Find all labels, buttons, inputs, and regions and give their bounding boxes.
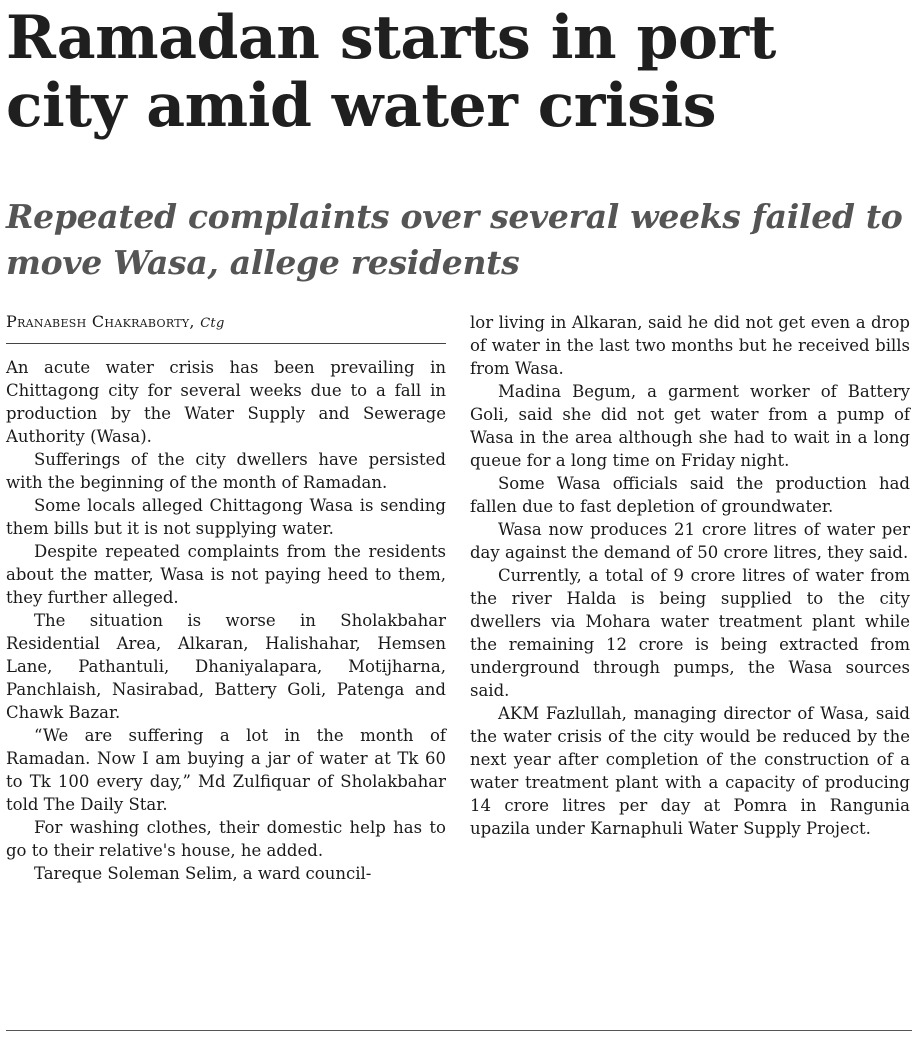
byline-author: Pranabesh Chakraborty, — [6, 312, 195, 331]
byline-dateline: Ctg — [200, 316, 225, 331]
paragraph: An acute water crisis has been prevailing in Chittagong city for several weeks due to a fall in production by the Water Supply and Sewerage Authority (Wasa). — [6, 358, 446, 446]
paragraph: Madina Begum, a garment worker of Battery Goli, said she did not get water from a pump of Wasa in the area although she had to wait in a long queue for a long time on Friday night. — [470, 382, 910, 470]
paragraph: Some locals alleged Chittagong Wasa is sending them bills but it is not supplying water. — [6, 496, 446, 538]
paragraph: Wasa now produces 21 crore litres of water per day against the demand of 50 crore litres, they said. — [470, 520, 910, 562]
paragraph: AKM Fazlullah, managing director of Wasa, said the water crisis of the city would be reduced by the next year after completion of the construction of a water treatment plant with a capacity of producing 14 crore litres per day at Pomra in Rangunia upazila under Karnaphuli Water Supply Project. — [470, 704, 910, 838]
paragraph: Sufferings of the city dwellers have persisted with the beginning of the month of Ramadan. — [6, 450, 446, 492]
bottom-rule — [6, 1030, 912, 1031]
paragraph: Currently, a total of 9 crore litres of water from the river Halda is being supplied to the city dwellers via Mohara water treatment plant while the remaining 12 crore is being extracted from underground through pumps, the Wasa sources said. — [470, 566, 910, 700]
paragraph: Despite repeated complaints from the residents about the matter, Wasa is not paying heed to them, they further alleged. — [6, 542, 446, 607]
article-column-right — [470, 311, 910, 840]
paragraph: For washing clothes, their domestic help has to go to their relative's house, he added. — [6, 818, 446, 860]
byline — [6, 311, 446, 344]
subheadline: Repeated complaints over several weeks failed to move Wasa, allege residents — [6, 197, 903, 282]
paragraph: Tareque Soleman Selim, a ward council- — [34, 864, 372, 883]
headline: Ramadan starts in port city amid water crisis — [6, 3, 776, 141]
paragraph: Some Wasa officials said the production had fallen due to fast depletion of groundwater. — [470, 474, 910, 516]
paragraph: The situation is worse in Sholakbahar Residential Area, Alkaran, Halishahar, Hemsen Lane, Pathantuli, Dhaniyalapara, Motijharna, Panchlaish, Nasirabad, Battery Goli, Patenga and Chawk Bazar. — [6, 611, 446, 722]
paragraph: “We are suffering a lot in the month of Ramadan. Now I am buying a jar of water at Tk 60 to Tk 100 every day,” Md Zulfiquar of Sholakbahar told The Daily Star. — [6, 726, 446, 814]
article-column-left — [6, 311, 446, 885]
paragraph-continued: lor living in Alkaran, said he did not get even a drop of water in the last two months but he received bills from Wasa. — [470, 313, 910, 378]
